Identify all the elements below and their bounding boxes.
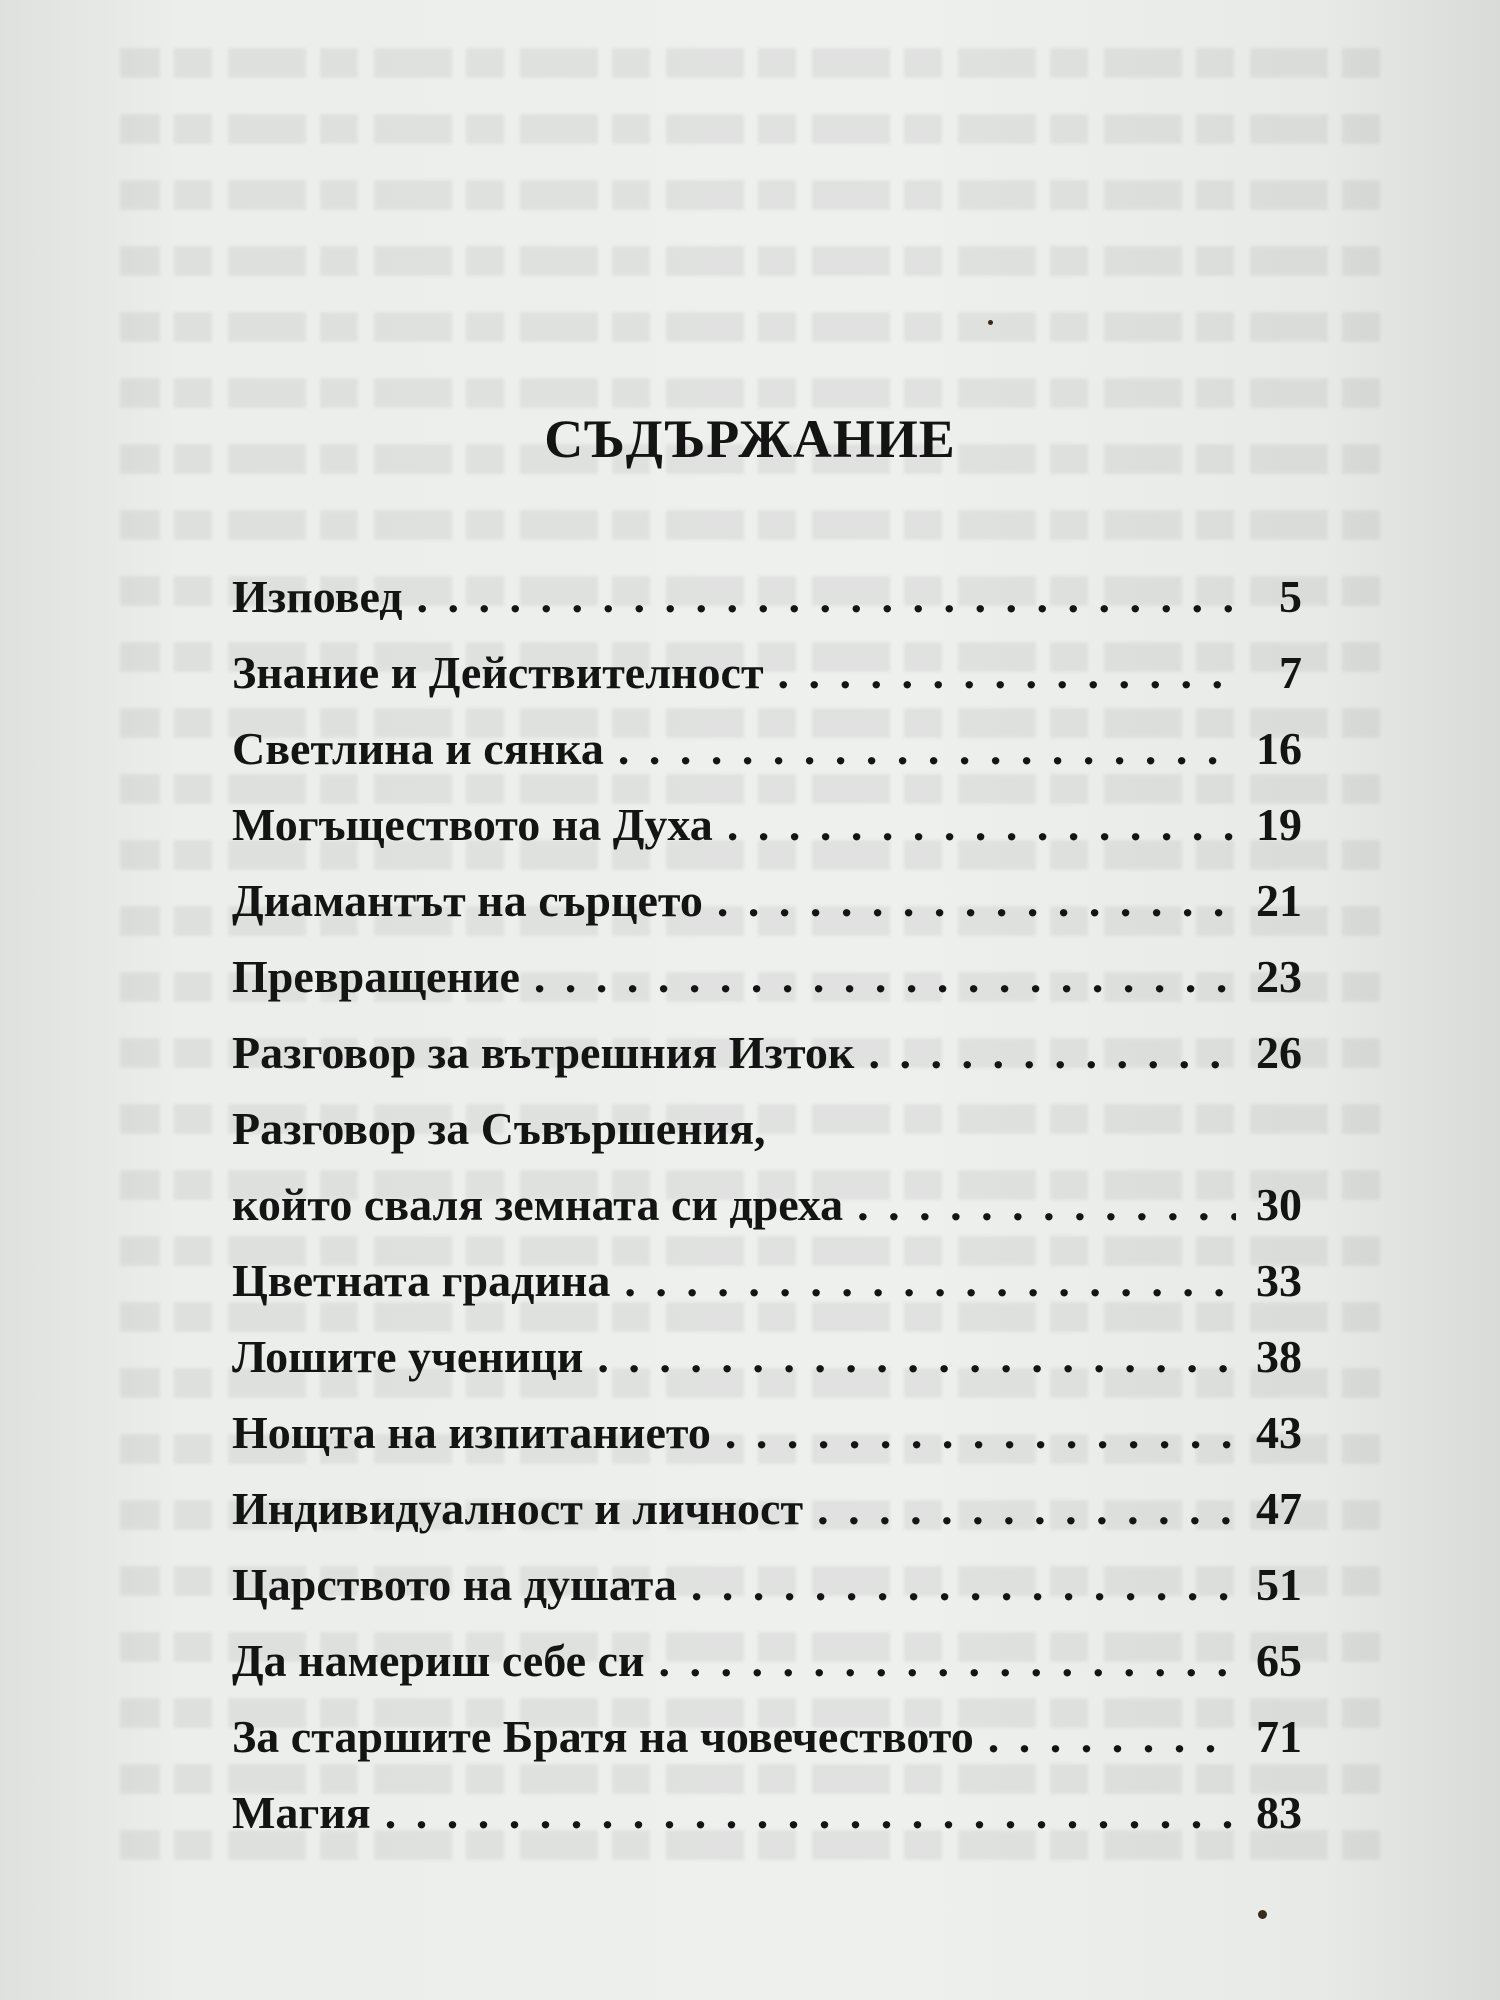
- toc-page-number: 43: [1256, 1407, 1302, 1458]
- toc-page-number: 26: [1256, 1027, 1302, 1078]
- table-of-contents: [232, 570, 1302, 1862]
- dot-leader: [385, 1786, 1236, 1839]
- dot-leader: [778, 646, 1236, 699]
- toc-entry-title: Разговор за вътрешния Изток: [232, 1027, 855, 1078]
- dot-leader: [658, 1634, 1236, 1687]
- toc-entry: [232, 1710, 1302, 1786]
- toc-page-number: 5: [1279, 571, 1302, 622]
- toc-entry: [232, 1558, 1302, 1634]
- toc-page-number: 23: [1256, 951, 1302, 1002]
- toc-page-number: 38: [1256, 1331, 1302, 1382]
- toc-page-number: 33: [1256, 1255, 1302, 1306]
- toc-page-number: 65: [1256, 1635, 1302, 1686]
- dot-leader: [624, 1254, 1236, 1307]
- toc-page-number: 47: [1256, 1483, 1302, 1534]
- toc-entry-title: Магия: [232, 1787, 371, 1838]
- toc-entry-title: Светлина и сянка: [232, 723, 604, 774]
- dot-leader: [691, 1558, 1236, 1611]
- toc-entry-title: Диамантът на сърцето: [232, 875, 703, 926]
- dot-leader: [417, 570, 1236, 623]
- toc-entry-title: Нощта на изпитанието: [232, 1407, 711, 1458]
- toc-page-number: 30: [1256, 1179, 1302, 1230]
- toc-entry: [232, 1178, 1302, 1254]
- dot-leader: [857, 1178, 1236, 1231]
- toc-page-number: 83: [1256, 1787, 1302, 1838]
- toc-entry-title: Могъществото на Духа: [232, 799, 713, 850]
- toc-page-number: 21: [1256, 875, 1302, 926]
- toc-page-number: 51: [1256, 1559, 1302, 1610]
- dot-leader: [817, 1482, 1236, 1535]
- dot-leader: [725, 1406, 1236, 1459]
- toc-entry: [232, 570, 1302, 646]
- dot-leader: [597, 1330, 1236, 1383]
- toc-entry: [232, 1482, 1302, 1558]
- toc-entry: [232, 646, 1302, 722]
- dot-leader: [727, 798, 1236, 851]
- toc-entry-title: За старшите Братя на човечеството: [232, 1711, 974, 1762]
- toc-entry: [232, 874, 1302, 950]
- toc-entry: [232, 1254, 1302, 1330]
- ink-speck: [988, 320, 993, 325]
- toc-entry: [232, 1786, 1302, 1862]
- toc-entry: [232, 1026, 1302, 1102]
- toc-entry-title: Индивидуалност и личност: [232, 1483, 804, 1534]
- toc-page-number: 16: [1256, 723, 1302, 774]
- toc-entry: [232, 1406, 1302, 1482]
- toc-entry: [232, 722, 1302, 798]
- toc-entry-title: Знание и Действителност: [232, 647, 764, 698]
- dot-leader: [534, 950, 1236, 1003]
- toc-entry: [232, 950, 1302, 1026]
- toc-entry-title: Превращение: [232, 951, 520, 1002]
- ink-speck: [1258, 1910, 1267, 1919]
- toc-entry: [232, 1102, 1302, 1178]
- toc-entry-title: Цветната градина: [232, 1255, 611, 1306]
- toc-page-number: 19: [1256, 799, 1302, 850]
- toc-entry-title: Лошите ученици: [232, 1331, 584, 1382]
- toc-entry-title: Царството на душата: [232, 1559, 677, 1610]
- page-title: СЪДЪРЖАНИЕ: [544, 409, 956, 469]
- dot-leader: [988, 1710, 1236, 1763]
- toc-entry-title: който сваля земната си дреха: [232, 1179, 844, 1230]
- toc-entry-title: Да намериш себе си: [232, 1635, 645, 1686]
- toc-entry: [232, 1634, 1302, 1710]
- dot-leader: [618, 722, 1236, 775]
- dot-leader: [868, 1026, 1236, 1079]
- toc-page-number: 71: [1256, 1711, 1302, 1762]
- toc-entry-title: Изповед: [232, 571, 403, 622]
- toc-entry: [232, 798, 1302, 874]
- toc-entry-title: Разговор за Съвършения,: [232, 1103, 766, 1154]
- toc-entry: [232, 1330, 1302, 1406]
- toc-page-number: 7: [1279, 647, 1302, 698]
- dot-leader: [717, 874, 1236, 927]
